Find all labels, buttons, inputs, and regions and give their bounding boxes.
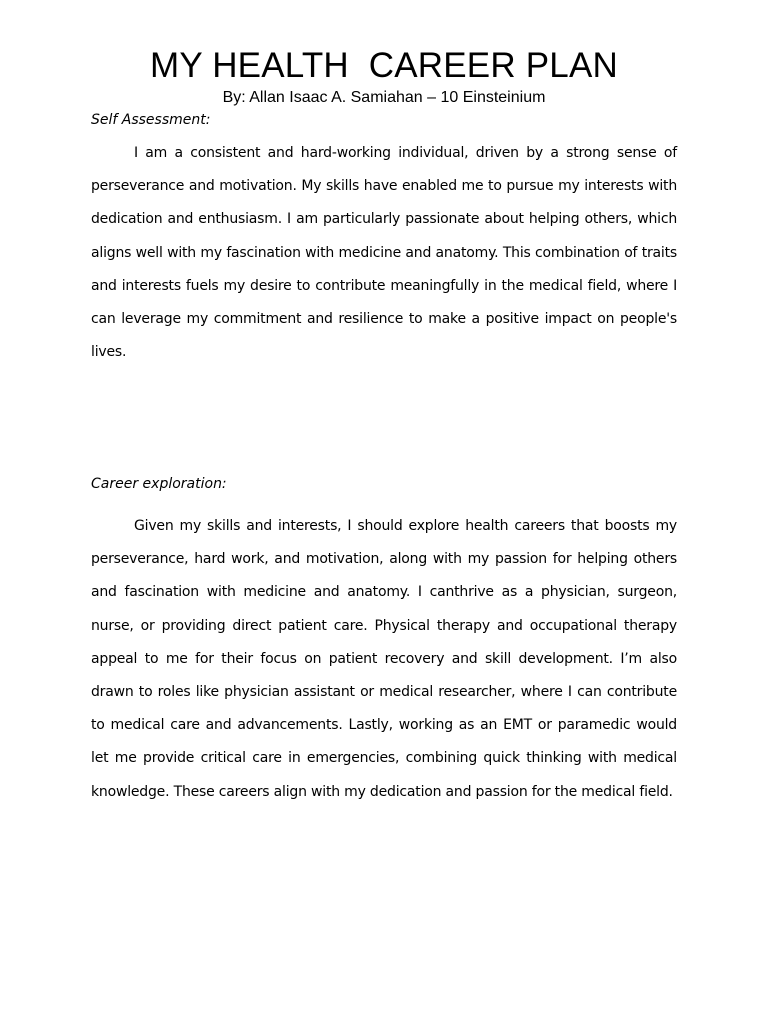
paragraph-self-assessment: I am a consistent and hard-working individual, driven by a strong sense of perseverance and motivation. My skills have enabled me to pursue my interests with dedication and enthusiasm. I am particularly passionate about helping others, which aligns well with my fascination with medicine and anatomy. This combination of traits and interests fuels my desire to contribute meaningfully in the medical field, where I can leverage my commitment and resilience to make a positive impact on people's lives. [91,145,677,361]
section-heading-self-assessment: Self Assessment: [91,112,211,128]
paragraph-career-exploration: Given my skills and interests, I should explore health careers that boosts my perseverance, hard work, and motivation, along with my passion for helping others and fascination with medicine and anatomy. I canthrive as a physician, surgeon, nurse, or providing direct patient care. Physical therapy and occupational therapy appeal to me for their focus on patient recovery and skill development. I’m also drawn to roles like physician assistant or medical researcher, where I can contribute to medical care and advancements. Lastly, working as an EMT or paramedic would let me provide critical care in emergencies, combining quick thinking with medical knowledge. These careers align with my dedication and passion for the medical field. [91,518,677,800]
section-heading-career-exploration: Career exploration: [91,476,227,492]
author-byline: By: Allan Isaac A. Samiahan – 10 Einsteinium [222,89,546,106]
page-title: MY HEALTH CAREER PLAN [150,46,618,85]
